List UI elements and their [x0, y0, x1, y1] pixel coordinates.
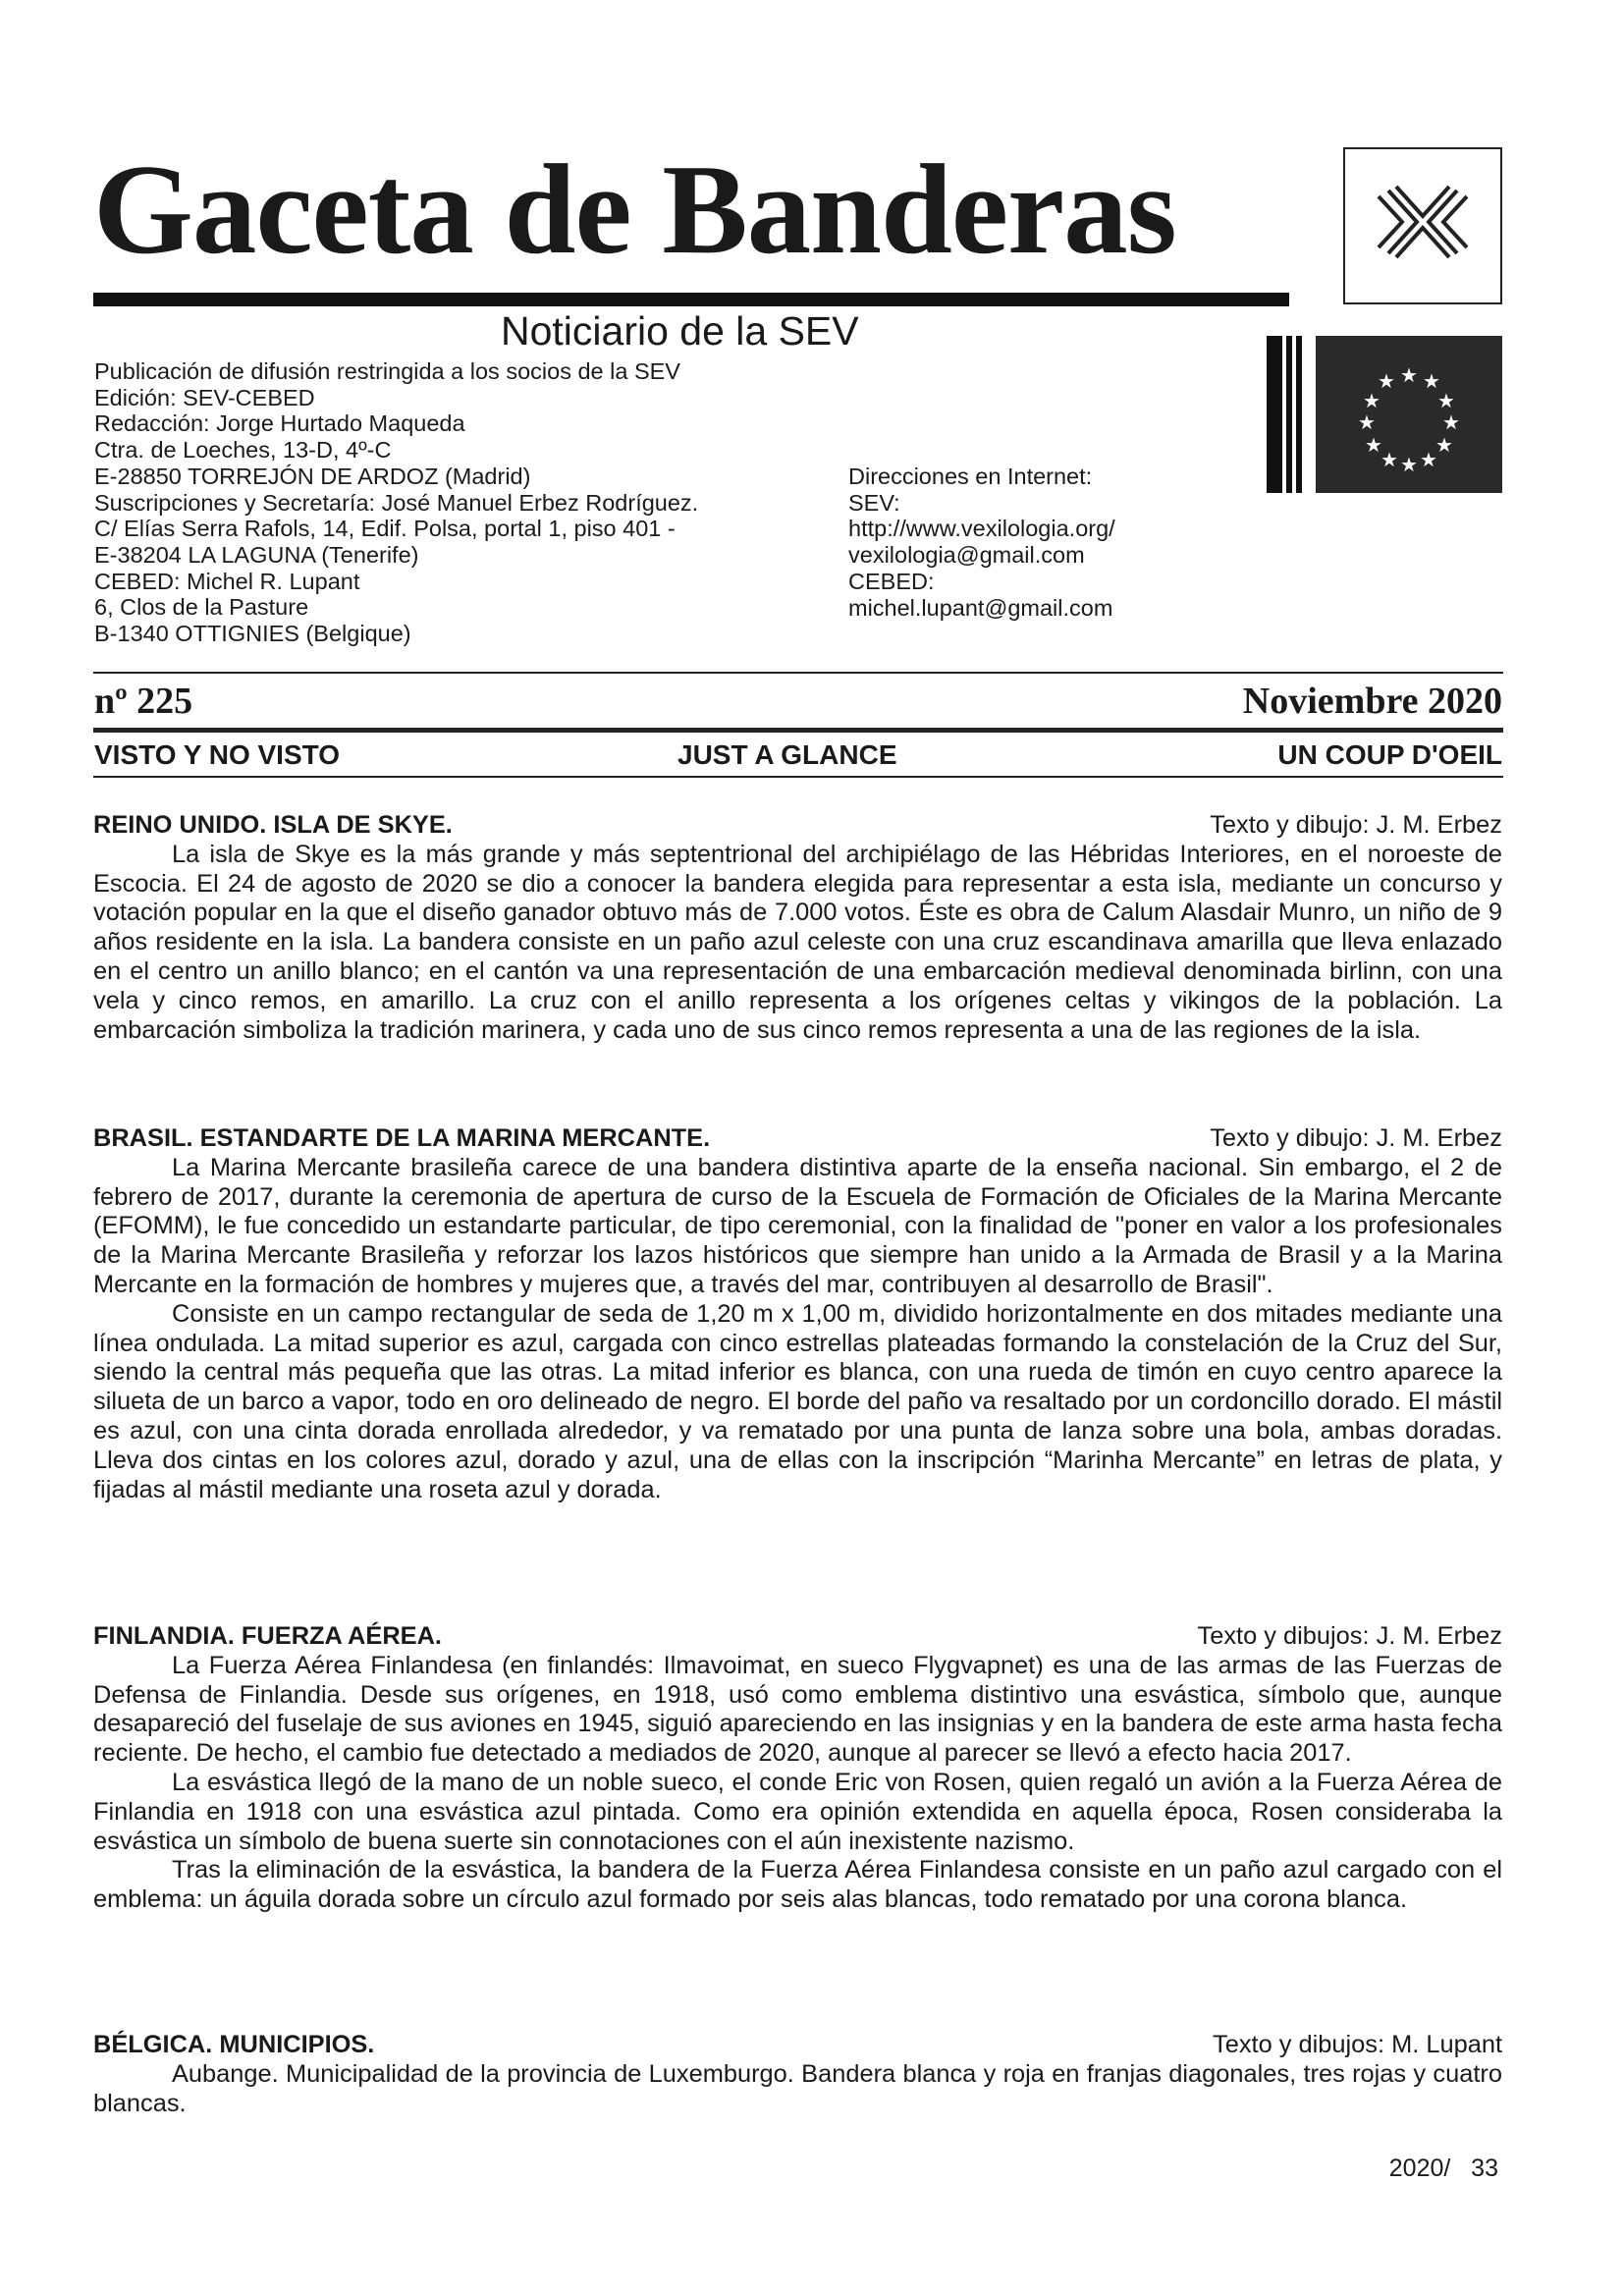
publisher-line: B-1340 OTTIGNIES (Belgique): [94, 621, 411, 647]
publisher-line: Edición: SEV-CEBED: [94, 384, 315, 410]
internet-line: CEBED:: [848, 568, 935, 594]
article-skye: [93, 811, 1502, 1045]
svg-text:★: ★: [1400, 453, 1418, 476]
article-credit: Texto y dibujos: J. M. Erbez: [1197, 1622, 1502, 1650]
sev-logo: [1343, 147, 1502, 304]
article-paragraph: La Fuerza Aérea Finlandesa (en finlandés: Ilmavoimat, en sueco Flygvapnet) es una de las armas de las Fuerzas de Defensa de Finlandia. Desde sus orígenes, en 1918, usó como emblema distintivo una esvástica, símbolo que, aunque desapareció del fuselaje de sus aviones en 1945, siguió apareciendo en las insignias y en la bandera de este arma hasta fecha reciente. De hecho, el cambio fue detectado a mediados de 2020, aunque al parecer se llevó a efecto hacia 2017.: [93, 1651, 1502, 1768]
article-finlandia: [93, 1622, 1502, 1915]
article-header: [93, 1622, 1502, 1652]
article-header: [93, 2031, 1502, 2060]
article-belgica: [93, 2031, 1502, 2118]
svg-text:★: ★: [1442, 410, 1460, 434]
masthead-title: Gaceta de Banderas: [93, 138, 1176, 281]
cebed-logo: [1267, 336, 1502, 493]
internet-email: michel.lupant@gmail.com: [848, 594, 1113, 621]
article-credit: Texto y dibujo: J. M. Erbez: [1210, 1124, 1502, 1152]
masthead-subtitle: Noticiario de la SEV: [501, 308, 859, 354]
page-number: 2020/ 33: [1388, 2155, 1498, 2182]
publisher-line: C/ Elías Serra Rafols, 14, Edif. Polsa, portal 1, piso 401 -: [94, 516, 676, 542]
svg-text:★: ★: [1437, 389, 1455, 412]
article-paragraph: La isla de Skye es la más grande y más septentrional del archipiélago de las Hébridas Interiores, en el noroeste de Escocia. El 24 de agosto de 2020 se dio a conocer la bandera elegida para representar a esta isla, mediante un concurso y votación popular en la que el diseño ganador obtuvo más de 7.000 votos. Éste es obra de Calum Alasdair Munro, un niño de 9 años residente en la isla. La bandera consiste en un paño azul celeste con una cruz escandinava amarilla que lleva enlazado en el centro un anillo blanco; en el cantón va una representación de una embarcación medieval denominada birlinn, con una vela y cinco remos, en amarillo. La cruz con el anillo representa a los orígenes celtas y vikingos de la población. La embarcación simboliza la tradición marinera, y cada uno de sus cinco remos representa a una de las regiones de la isla.: [93, 840, 1502, 1044]
publisher-line: E-28850 TORREJÓN DE ARDOZ (Madrid): [94, 463, 531, 489]
publisher-line: Publicación de difusión restringida a los socios de la SEV: [94, 358, 680, 384]
article-title: BRASIL. ESTANDARTE DE LA MARINA MERCANTE.: [93, 1124, 711, 1152]
issue-number: nº 225: [94, 681, 193, 722]
publisher-line: 6, Clos de la Pasture: [94, 594, 309, 621]
article-paragraph: Aubange. Municipalidad de la provincia de Luxemburgo. Bandera blanca y roja en franjas diagonales, tres rojas y cuatro blancas.: [93, 2059, 1502, 2117]
article-header: [93, 811, 1502, 841]
article-brasil: [93, 1124, 1502, 1504]
info-rule: [93, 672, 1503, 674]
svg-text:★: ★: [1358, 410, 1376, 434]
publisher-line: CEBED: Michel R. Lupant: [94, 568, 360, 594]
sev-emblem-icon: [1345, 149, 1500, 302]
svg-text:★: ★: [1378, 369, 1395, 393]
article-title: FINLANDIA. FUERZA AÉREA.: [93, 1622, 442, 1650]
eu-flag-icon: [1267, 336, 1502, 493]
svg-text:★: ★: [1400, 363, 1418, 387]
svg-text:★: ★: [1380, 448, 1398, 471]
svg-text:★: ★: [1363, 389, 1380, 412]
article-title: REINO UNIDO. ISLA DE SKYE.: [93, 811, 453, 839]
section-title-en: JUST A GLANCE: [677, 739, 897, 770]
internet-line: SEV:: [848, 489, 900, 516]
article-paragraph: Tras la eliminación de la esvástica, la bandera de la Fuerza Aérea Finlandesa consiste en un paño azul cargado con el emblema: un águila dorada sobre un círculo azul formado por seis alas blancas, todo rematado por una corona blanca.: [93, 1856, 1502, 1914]
publisher-line: E-38204 LA LAGUNA (Tenerife): [94, 541, 419, 568]
publisher-line: Redacción: Jorge Hurtado Maqueda: [94, 410, 465, 437]
svg-text:★: ★: [1420, 448, 1437, 471]
article-credit: Texto y dibujos: M. Lupant: [1213, 2031, 1502, 2058]
section-rule: [93, 776, 1503, 778]
article-title: BÉLGICA. MUNICIPIOS.: [93, 2031, 375, 2058]
issue-rule: [93, 728, 1503, 733]
internet-info: [848, 464, 1115, 621]
svg-text:★: ★: [1365, 433, 1382, 457]
article-paragraph: Consiste en un campo rectangular de seda de 1,20 m x 1,00 m, dividido horizontalmente en dos mitades mediante una línea ondulada. La mitad superior es azul, cargada con cinco estrellas plateadas formando la constelación de la Cruz del Sur, siendo la central más pequeña que las otras. La mitad inferior es blanca, con una rueda de timón en cuyo centro aparece la silueta de un barco a vapor, todo en oro delineado de negro. El borde del paño va resaltado por un cordoncillo dorado. El mástil es azul, con una cinta dorada enrollada alrededor, y va rematado por una punta de lanza sobre una bola, ambas doradas. Lleva dos cintas en los colores azul, dorado y azul, una de ellas con la inscripción “Marinha Mercante” en letras de plata, y fijadas al mástil mediante una roseta azul y dorada.: [93, 1299, 1502, 1503]
section-title-fr: UN COUP D'OEIL: [1277, 739, 1502, 770]
publisher-line: Suscripciones y Secretaría: José Manuel Erbez Rodríguez.: [94, 489, 699, 516]
svg-text:★: ★: [1435, 433, 1453, 457]
article-credit: Texto y dibujo: J. M. Erbez: [1210, 811, 1502, 839]
internet-line: Direcciones en Internet:: [848, 464, 1093, 489]
article-header: [93, 1124, 1502, 1154]
section-title-es: VISTO Y NO VISTO: [94, 739, 341, 770]
svg-text:★: ★: [1423, 369, 1440, 393]
masthead-rule: [93, 293, 1289, 306]
publisher-line: Ctra. de Loeches, 13-D, 4º-C: [94, 437, 392, 464]
internet-email: vexilologia@gmail.com: [848, 542, 1085, 569]
article-paragraph: La esvástica llegó de la mano de un noble sueco, el conde Eric von Rosen, quien regaló un avión a la Fuerza Aérea de Finlandia en 1918 con una esvástica azul pintada. Como era opinión extendida en aquella época, Rosen consideraba la esvástica un símbolo de buena suerte sin connotaciones con el aún inexistente nazismo.: [93, 1768, 1502, 1855]
internet-link: http://www.vexilologia.org/: [848, 516, 1115, 542]
article-paragraph: La Marina Mercante brasileña carece de una bandera distintiva aparte de la enseña nacional. Sin embargo, el 2 de febrero de 2017, durante la ceremonia de apertura de curso de la Escuela de Formación de Oficiales de la Marina Mercante (EFOMM), le fue concedido un estandarte particular, de tipo ceremonial, con la finalidad de "poner en valor a los profesionales de la Marina Mercante Brasileña y reforzar los lazos históricos que siempre han unido a la Armada de Brasil y a la Marina Mercante en la formación de hombres y mujeres que, a través del mar, contribuyen al desarrollo de Brasil".: [93, 1153, 1502, 1298]
issue-date: Noviembre 2020: [1242, 681, 1502, 722]
publisher-info: [94, 358, 698, 647]
